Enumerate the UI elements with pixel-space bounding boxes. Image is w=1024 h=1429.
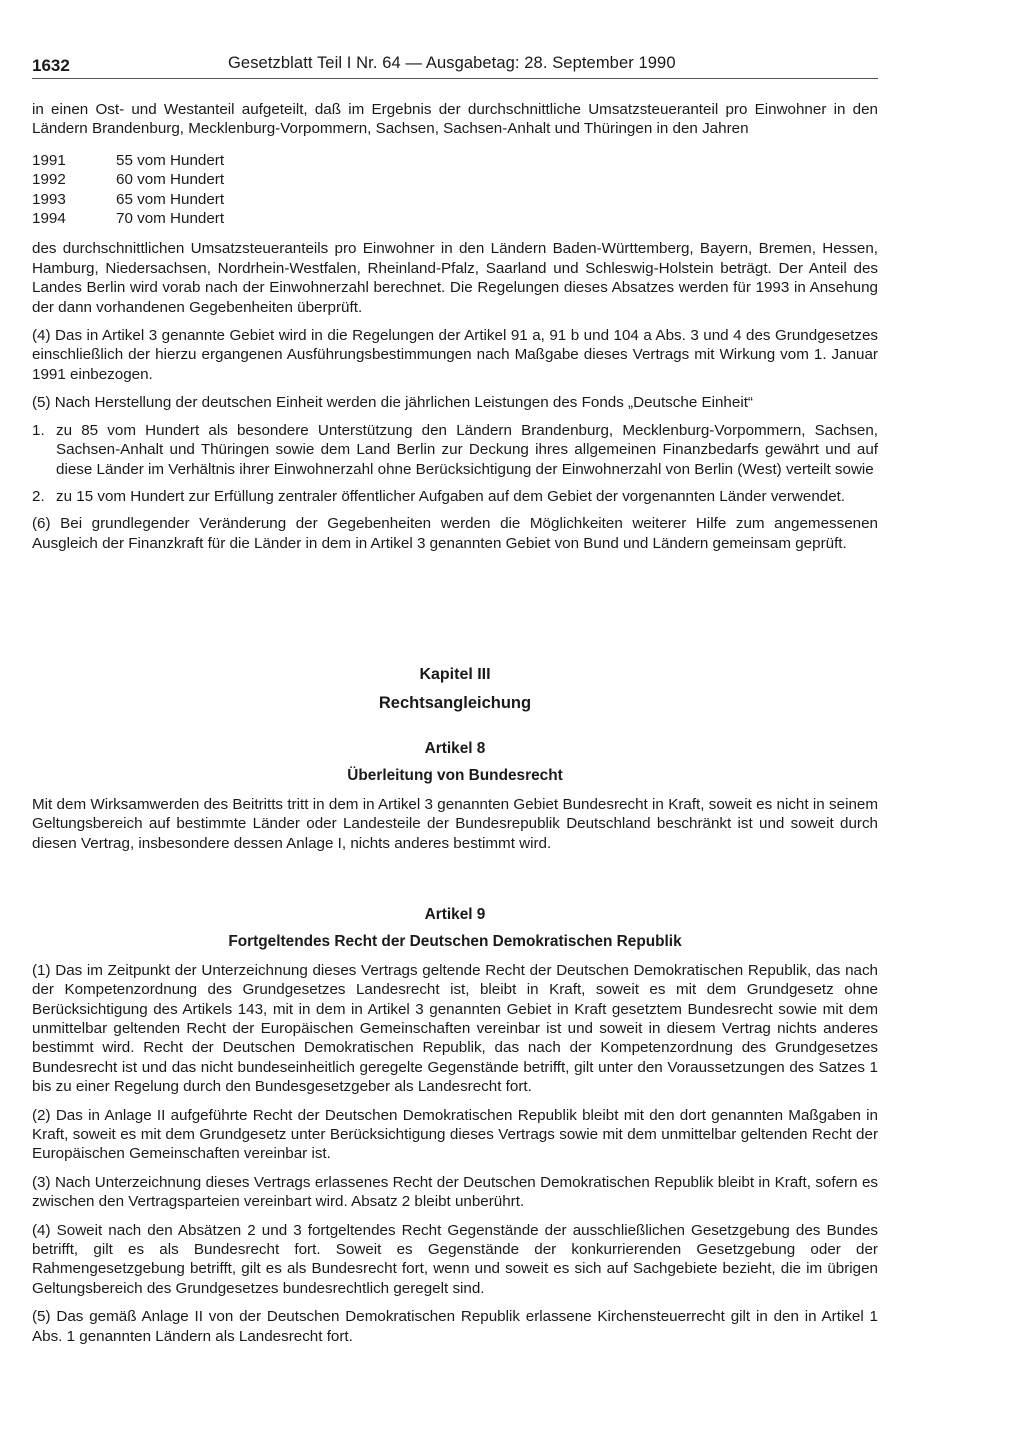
list-item-number: 1. (32, 421, 45, 439)
article-9-paragraph-1: (1) Das im Zeitpunkt der Unterzeichnung dieses Vertrags geltende Recht der Deutschen Demokratischen Republik, das nach der Kompetenzordnung des Grundgesetzes Landesrecht ist, bleibt in Kraft, soweit es mit dem Grundgesetz ohne Berücksichtigung des Artikels 143, mit in dem in Artikel 3 genannten Gebiet in Kraft gesetztem Bundesrecht sowie mit dem unmittelbar geltenden Recht der Europäischen Gemeinschaften vereinbar ist und soweit in diesem Vertrag nichts anderes bestimmt wird. Recht der Deutschen Demokratischen Republik, das nach der Kompetenzordnung des Grundgesetzes Bundesrecht ist und das nicht bundeseinheitlich geregelte Gegenstände betrifft, gilt unter den Voraussetzungen des Satzes 1 bis zu einer Regelung durch den Bundesgesetzgeber als Landesrecht fort. (32, 961, 878, 1096)
value-cell: 55 vom Hundert (116, 151, 225, 169)
table-row (32, 170, 224, 189)
list-item (32, 487, 878, 506)
table-row (32, 151, 224, 170)
article-9-paragraph-2: (2) Das in Anlage II aufgeführte Recht der Deutschen Demokratischen Republik bleibt mit den dort genannten Maßgaben in Kraft, soweit es mit dem Grundgesetz unter Berücksichtigung dieses Vertrags sowie mit dem unmittelbar geltenden Recht der Europäischen Gemeinschaften vereinbar ist. (32, 1106, 878, 1163)
chapter-label: Kapitel III (419, 666, 491, 684)
article-9-label: Artikel 9 (424, 905, 486, 923)
list-item-text: zu 15 vom Hundert zur Erfüllung zentraler öffentlicher Aufgaben auf dem Gebiet der vorgenannten Länder verwendet. (56, 487, 846, 505)
paragraph-6: (6) Bei grundlegender Veränderung der Gegebenheiten werden die Möglichkeiten weiterer Hilfe zum angemessenen Ausgleich der Finanzkraft für die Länder in dem in Artikel 3 genannten Gebiet von Bund und Ländern gemeinsam geprüft. (32, 515, 878, 552)
article-9-title: Fortgeltendes Recht der Deutschen Demokratischen Republik (228, 933, 682, 951)
document-body (32, 100, 878, 1346)
article-9-paragraph-5: (5) Das gemäß Anlage II von der Deutschen Demokratischen Republik erlassene Kirchensteuerrecht gilt in den in Artikel 1 Abs. 1 genannten Ländern als Landesrecht fort. (32, 1308, 878, 1345)
list-item-number: 2. (32, 487, 45, 505)
value-cell: 60 vom Hundert (116, 171, 225, 189)
chapter-heading (32, 665, 878, 713)
table-row (32, 190, 224, 209)
running-title: Gesetzblatt Teil I Nr. 64 — Ausgabetag: 28. September 1990 (228, 54, 676, 72)
article-8-text: Mit dem Wirksamwerden des Beitritts tritt in dem in Artikel 3 genannten Gebiet Bundesrecht in Kraft, soweit es nicht in seinem Geltungsbereich auf bestimmte Länder oder Landesteile der Bundesrepublik Deutschland beschränkt ist und soweit durch diesen Vertrag, insbesondere dessen Anlage I, nichts anderes bestimmt wird. (32, 795, 878, 852)
paragraph-4: (4) Das in Artikel 3 genannte Gebiet wird in die Regelungen der Artikel 91 a, 91 b und 104 a Abs. 3 und 4 des Grundgesetzes einschließlich der hierzu ergangenen Ausführungsbestimmungen nach Maßgabe dieses Vertrags mit Wirkung vom 1. Januar 1991 einbezogen. (32, 327, 878, 383)
year-cell: 1994 (32, 210, 66, 228)
numbered-list (32, 421, 878, 507)
article-9-paragraph-4: (4) Soweit nach den Absätzen 2 und 3 fortgeltendes Recht Gegenstände der ausschließlichen Gesetzgebung des Bundes betrifft, gilt es als Bundesrecht fort. Soweit es Gegenstände der konkurrierenden Gesetzgebung oder der Rahmengesetzgebung betrifft, gilt es als Bundesrecht fort, wenn und soweit es sich auf Sachgebiete bezieht, die im übrigen Geltungsbereich des Grundgesetzes bundesrechtlich geregelt sind. (32, 1221, 878, 1297)
value-cell: 70 vom Hundert (116, 210, 225, 228)
value-cell: 65 vom Hundert (116, 190, 225, 208)
page-header (32, 52, 878, 79)
table-row (32, 209, 224, 228)
year-cell: 1992 (32, 171, 66, 189)
intro-paragraph: in einen Ost- und Westanteil aufgeteilt, daß im Ergebnis der durchschnittliche Umsatzsteueranteil pro Einwohner in den Ländern Brandenburg, Mecklenburg-Vorpommern, Sachsen, Sachsen-Anhalt und Thüringen in den Jahren (32, 101, 878, 138)
list-item-text: zu 85 vom Hundert als besondere Unterstützung den Ländern Brandenburg, Mecklenburg-Vorpommern, Sachsen, Sachsen-Anhalt und Thüringen sowie dem Land Berlin zur Deckung ihres allgemeinen Finanzbedarfs gewährt und auf diese Länder im Verhältnis ihrer Einwohnerzahl ohne Berücksichtigung der Einwohnerzahl von Berlin (West) verteilt sowie (56, 421, 878, 478)
year-cell: 1991 (32, 151, 66, 169)
article-9-paragraph-3: (3) Nach Unterzeichnung dieses Vertrags erlassenes Recht der Deutschen Demokratischen Republik bleibt in Kraft, sofern es zwischen den Vertragsparteien vereinbart wird. Absatz 2 bleibt unberührt. (32, 1173, 878, 1211)
paragraph-5: (5) Nach Herstellung der deutschen Einheit werden die jährlichen Leistungen des Fonds „Deutsche Einheit“ (32, 394, 753, 412)
article-8-title: Überleitung von Bundesrecht (347, 767, 563, 785)
article-8-label: Artikel 8 (424, 739, 486, 757)
list-item (32, 421, 878, 479)
after-years-paragraph: des durchschnittlichen Umsatzsteueranteils pro Einwohner in den Ländern Baden-Württemberg, Bayern, Bremen, Hessen, Hamburg, Niedersachsen, Nordrhein-Westfalen, Rheinland-Pfalz, Saarland und Schleswig-Holstein beträgt. Der Anteil des Landes Berlin wird vorab nach der Einwohnerzahl berechnet. Die Regelungen dieses Absatzes werden für 1993 in Ansehung der dann vorhandenen Gegebenheiten überprüft. (32, 240, 878, 316)
chapter-title: Rechtsangleichung (378, 693, 532, 712)
year-cell: 1993 (32, 190, 66, 208)
page-number: 1632 (32, 56, 70, 75)
year-table (32, 151, 224, 229)
